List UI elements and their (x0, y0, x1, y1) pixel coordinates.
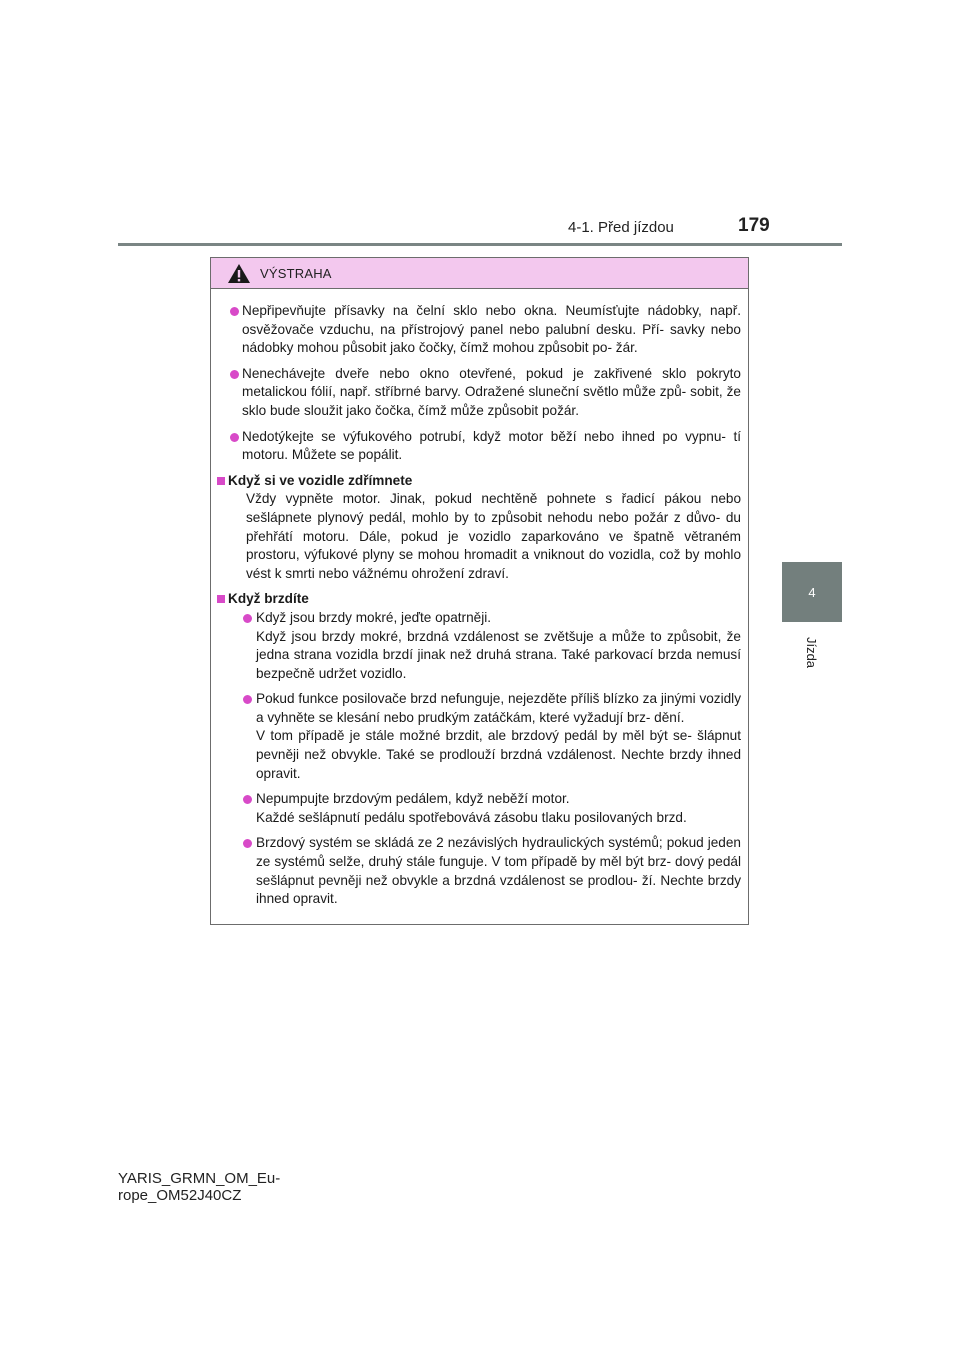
square-bullet-icon (217, 595, 225, 603)
chapter-label (782, 622, 842, 682)
section-text: Vždy vypněte motor. Jinak, pokud nechtěně pohnete s řadicí pákou nebo sešlápnete plynový pedál, mohlo by to způsobit nehodu nebo požár z důvo- du přehřátí motoru. Dále, pokud je vozidlo zaparkováno ve špatně větraném prostoru, výfukové plyny se mohou hromadit a vniknout do vozidla, což by mohlo vést k smrti nebo vážnému ohrožení zdraví. (246, 491, 741, 581)
chapter-title: Jízda (804, 636, 820, 668)
chapter-tab[interactable] (782, 562, 842, 622)
bullet-dot-icon (243, 695, 252, 704)
list-item: Brzdový systém se skládá ze 2 nezávislých hydraulických systémů; pokud jeden ze systémů selže, druhý stále funguje. V tom případě by měl být brz- dový pedál sešlápnut pevněji než obvykle a brzdná vzdálenost se prodlou- ží. Nechte brzdy ihned opravit. (242, 834, 741, 908)
bullet-dot-icon (243, 614, 252, 623)
bullet-dot-icon (230, 307, 239, 316)
section-heading: Když brzdíte (215, 590, 741, 609)
document-id (118, 1170, 280, 1204)
bullet-dot-icon (243, 795, 252, 804)
list-item: Nepřipevňujte přísavky na čelní sklo nebo okna. Neumísťujte nádobky, např. osvěžovače vzduchu, na přístrojový panel nebo palubní desku. Pří- savky nebo nádobky mohou působit jako čočky, čímž mohou způsobit po- žár. (215, 302, 741, 358)
list-item: Nepumpujte brzdovým pedálem, když neběží motor. Každé sešlápnutí pedálu spotřebovává zásobu tlaku posilovaných brzd. (242, 790, 741, 827)
list-item: Pokud funkce posilovače brzd nefunguje, nejezděte příliš blízko za jinými vozidly a vyhněte se klesání nebo prudkým zatáčkám, které vyžadují brz- dění. V tom případě je stále možné brzdit, ale brzdový pedál by měl být se- šlápnut pevněji než obvykle. Také se prodlouží brzdná vzdálenost. Nechte brzdy ihned opravit. (242, 690, 741, 783)
footer-line: YARIS_GRMN_OM_Eu- (118, 1170, 281, 1187)
bullet-dot-icon (230, 433, 239, 442)
page-number: 179 (738, 215, 770, 236)
warning-body (211, 289, 748, 909)
list-item: Nenechávejte dveře nebo okno otevřené, pokud je zakřivené sklo pokryto metalickou fólií, např. stříbrné barvy. Odražené sluneční světlo může způ- sobit, že sklo bude sloužit jako čočka, čímž může způsobit požár. (215, 365, 741, 421)
section-title: 4-1. Před jízdou (568, 219, 674, 236)
footer-line: rope_OM52J40CZ (118, 1187, 242, 1204)
chapter-number: 4 (808, 584, 816, 600)
square-bullet-icon (217, 477, 225, 485)
bullet-dot-icon (243, 839, 252, 848)
warning-title: VÝSTRAHA (260, 265, 332, 281)
section-heading: Když si ve vozidle zdřímnete (215, 472, 741, 491)
header-rule (118, 243, 842, 246)
list-item: Nedotýkejte se výfukového potrubí, když motor běží nebo ihned po vypnu- tí motoru. Můžete se popálit. (215, 428, 741, 465)
bullet-dot-icon (230, 370, 239, 379)
warning-triangle-icon (227, 263, 251, 284)
list-item: Když jsou brzdy mokré, jeďte opatrněji. Když jsou brzdy mokré, brzdná vzdálenost se zvětšuje a může to způsobit, že jedna strana vozidla brzdí jinak než druhá strana. Také parkovací brzda nemusí bezpečně udržet vozidlo. (242, 609, 741, 683)
warning-header (211, 258, 748, 289)
warning-box (210, 257, 749, 925)
